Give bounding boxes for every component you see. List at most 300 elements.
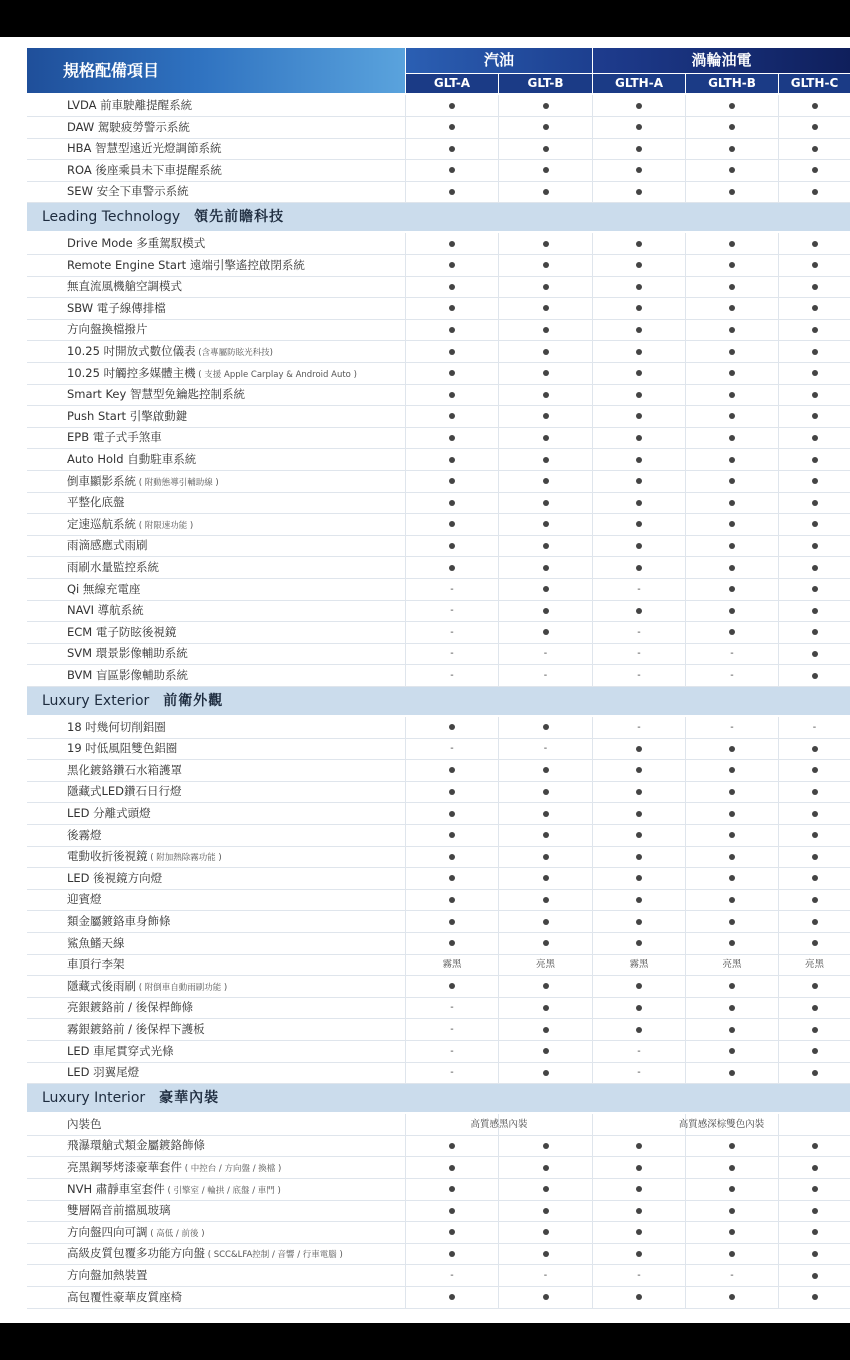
standard-dot-icon [812,521,818,527]
spec-cell-glth-c [779,868,850,889]
standard-dot-icon [729,189,735,195]
standard-dot-icon [729,983,735,989]
standard-dot-icon [636,1229,642,1235]
spec-cell-glt-b [499,298,592,319]
standard-dot-icon [636,543,642,549]
standard-dot-icon [449,500,455,506]
standard-dot-icon [729,435,735,441]
spec-cell-glth-a [593,1243,685,1264]
standard-dot-icon [729,478,735,484]
spec-cell-glt-a [406,384,498,405]
standard-dot-icon [812,370,818,376]
spec-cell-glt-a [406,803,498,824]
standard-dot-icon [636,262,642,268]
table-row [27,514,850,536]
standard-dot-icon [729,349,735,355]
spec-cell-glt-a [406,1179,498,1200]
spec-cell-glth-b: 亮黑 [722,959,742,971]
row-label-text: LED 後視鏡方向燈 [67,870,163,885]
standard-dot-icon [543,1165,549,1171]
standard-dot-icon [729,746,735,752]
table-row [27,276,850,298]
row-label-text: 亮黑鋼琴烤漆豪華套件 [67,1160,182,1174]
standard-dot-icon [449,543,455,549]
spec-cell-glth-a [593,825,685,846]
standard-dot-icon [543,1229,549,1235]
spec-cell-glth-c [779,1062,850,1083]
standard-dot-icon [449,767,455,773]
standard-dot-icon [812,1027,818,1033]
table-row [27,1222,850,1244]
standard-dot-icon [729,262,735,268]
merged-cell: 高質感黑內裝 [470,1118,528,1130]
row-label-text: 類金屬鍍鉻車身飾條 [67,914,171,928]
standard-dot-icon [449,875,455,881]
row-label-text: 高包覆性豪華皮質座椅 [67,1289,182,1304]
standard-dot-icon [543,1027,549,1033]
spec-cell-glth-b [686,1200,778,1221]
spec-cell-glth-c [779,138,850,159]
spec-cell-glth-c [779,976,850,997]
spec-cell-glth-a [593,95,685,116]
spec-cell-glth-a [593,427,685,448]
spec-cell-glth-a [593,933,685,954]
spec-cell-glth-c [779,760,850,781]
standard-dot-icon [729,327,735,333]
spec-cell-glth-b [686,181,778,202]
spec-cell-glt-a [406,255,498,276]
spec-cell-glt-a [406,717,498,738]
row-label [67,738,177,759]
standard-dot-icon [636,284,642,290]
spec-cell-glt-a [406,1157,498,1178]
row-label [67,954,125,975]
spec-cell-glth-b [686,406,778,427]
standard-dot-icon [636,189,642,195]
spec-cell-glth-c [779,1041,850,1062]
spec-cell-glt-b [499,997,592,1018]
spec-cell-glt-a [406,95,498,116]
column-header-glt-a: GLT-A [406,74,498,93]
standard-dot-icon [449,435,455,441]
standard-dot-icon [812,854,818,860]
table-row [27,341,850,363]
standard-dot-icon [729,1251,735,1257]
standard-dot-icon [636,608,642,614]
standard-dot-icon [729,789,735,795]
spec-cell-glt-a: - [450,1045,454,1057]
group-header-turbo-hybrid: 渦輪油電 [593,48,850,73]
spec-cell-glth-a [593,117,685,138]
spec-cell-glth-a [593,889,685,910]
standard-dot-icon [449,241,455,247]
column-header-glt-b: GLT-B [499,74,592,93]
standard-dot-icon [729,124,735,130]
standard-dot-icon [812,1048,818,1054]
spec-cell-glth-a [593,1135,685,1156]
standard-dot-icon [636,1294,642,1300]
spec-cell-glth-b [686,319,778,340]
spec-cell-glth-c: - [812,721,817,733]
spec-cell-glt-b: - [543,648,548,660]
spec-cell-glt-b [499,1041,592,1062]
section-header [27,1084,850,1112]
standard-dot-icon [636,146,642,152]
standard-dot-icon [543,392,549,398]
standard-dot-icon [812,565,818,571]
row-label [67,492,125,513]
row-label [67,117,190,138]
spec-cell-glth-c [779,384,850,405]
spec-cell-glth-a [593,846,685,867]
section-title-zh: 領先前瞻科技 [194,209,285,225]
spec-cell-glt-a [406,449,498,470]
table-row [27,449,850,471]
standard-dot-icon [543,940,549,946]
spec-cell-glth-a [593,276,685,297]
spec-cell-glth-c [779,846,850,867]
spec-cell-glth-c [779,1200,850,1221]
spec-cell-glth-b [686,449,778,470]
standard-dot-icon [449,811,455,817]
table-row [27,622,850,644]
standard-dot-icon [636,1208,642,1214]
spec-cell-glth-b [686,889,778,910]
section-title-zh: 豪華內裝 [159,1089,220,1106]
standard-dot-icon [449,521,455,527]
row-label-note: ( 引擎室 / 輪拱 / 底盤 / 車門 ) [164,1185,281,1196]
standard-dot-icon [812,1273,818,1279]
standard-dot-icon [729,608,735,614]
standard-dot-icon [812,832,818,838]
spec-cell-glth-b [686,363,778,384]
spec-cell-glth-a: - [637,670,641,681]
row-label [67,255,305,276]
standard-dot-icon [729,1005,735,1011]
standard-dot-icon [543,1208,549,1214]
standard-dot-icon [636,478,642,484]
standard-dot-icon [636,919,642,925]
standard-dot-icon [636,1165,642,1171]
spec-cell-glth-a [593,363,685,384]
spec-cell-glth-b [686,514,778,535]
spec-cell-glth-b: - [730,670,734,681]
spec-cell-glth-b [686,117,778,138]
spec-cell-glt-b [499,319,592,340]
spec-cell-glth-c [779,492,850,513]
spec-cell-glt-b [499,868,592,889]
spec-cell-glth-b [686,160,778,181]
spec-cell-glth-b [686,233,778,254]
standard-dot-icon [812,875,818,881]
standard-dot-icon [543,435,549,441]
spec-cell-glt-a [406,781,498,802]
table-row [27,1157,850,1179]
standard-dot-icon [812,1208,818,1214]
row-label [67,825,102,846]
row-label [67,233,205,254]
spec-cell-glth-b [686,492,778,513]
standard-dot-icon [636,854,642,860]
spec-cell-glt-b [499,341,592,362]
standard-dot-icon [812,983,818,989]
standard-dot-icon [543,608,549,614]
spec-cell-glt-a: - [450,583,454,595]
spec-cell-glth-a [593,471,685,492]
spec-cell-glth-b [686,1062,778,1083]
spec-cell-glth-b [686,933,778,954]
spec-cell-glt-b [499,276,592,297]
row-label-text: 定速巡航系統 [67,516,136,531]
standard-dot-icon [543,305,549,311]
row-label [67,1179,281,1200]
spec-cell-glth-a [593,1222,685,1243]
standard-dot-icon [543,124,549,130]
row-label [67,138,222,159]
row-label [67,600,144,621]
row-label-text: 10.25 吋開放式數位儀表 [67,344,196,358]
spec-cell-glt-b [499,976,592,997]
spec-cell-glt-a [406,160,498,181]
standard-dot-icon [812,543,818,549]
standard-dot-icon [812,940,818,946]
standard-dot-icon [449,1251,455,1257]
spec-cell-glth-a [593,803,685,824]
spec-cell-glt-b [499,717,592,738]
spec-cell-glt-a [406,1222,498,1243]
standard-dot-icon [543,1186,549,1192]
spec-cell-glth-c [779,1243,850,1264]
table-row [27,760,850,782]
standard-dot-icon [812,746,818,752]
row-label-text: 雨刷水量監控系統 [67,560,159,574]
standard-dot-icon [449,724,455,730]
spec-cell-glt-b: - [543,1270,548,1281]
table-row [27,911,850,933]
spec-cell-glth-b [686,579,778,600]
spec-cell-glth-c [779,1135,850,1156]
standard-dot-icon [812,167,818,173]
table-row [27,717,850,739]
table-row [27,954,850,976]
row-label-note: ( 高低 / 前後 ) [147,1228,205,1239]
standard-dot-icon [449,1208,455,1214]
spec-cell-glth-a [593,341,685,362]
spec-cell-glth-b [686,1222,778,1243]
standard-dot-icon [449,146,455,152]
standard-dot-icon [812,811,818,817]
row-label [67,384,245,405]
standard-dot-icon [449,1186,455,1192]
spec-cell-glt-a [406,298,498,319]
standard-dot-icon [812,500,818,506]
spec-cell-glt-b [499,427,592,448]
standard-dot-icon [449,167,455,173]
spec-cell-glth-c [779,997,850,1018]
spec-cell-glt-b [499,514,592,535]
row-label-text: Auto Hold 自動駐車系統 [67,452,197,466]
spec-cell-glt-b [499,160,592,181]
standard-dot-icon [812,1005,818,1011]
row-label [67,160,222,181]
spec-cell-glt-a [406,319,498,340]
standard-dot-icon [812,146,818,152]
row-label [67,319,148,340]
spec-cell-glt-b [499,138,592,159]
row-label [67,1265,148,1286]
standard-dot-icon [729,146,735,152]
table-row [27,781,850,803]
spec-cell-glth-c [779,825,850,846]
standard-dot-icon [543,262,549,268]
standard-dot-icon [729,103,735,109]
spec-cell-glth-b [686,471,778,492]
standard-dot-icon [636,565,642,571]
spec-cell-glth-c [779,471,850,492]
standard-dot-icon [636,521,642,527]
row-label [67,933,125,954]
standard-dot-icon [636,349,642,355]
spec-cell-glt-b [499,363,592,384]
spec-cell-glth-b: - [730,721,734,733]
table-row [27,868,850,890]
spec-cell-glt-a [406,233,498,254]
row-label-text: DAW 駕駛疲勞警示系統 [67,119,190,134]
table-row [27,181,850,203]
row-label [67,1114,102,1135]
standard-dot-icon [812,241,818,247]
row-label-text: Qi 無線充電座 [67,581,141,596]
row-label-text: 方向盤四向可調 [67,1224,148,1239]
section-title-en: Leading Technology [42,209,181,225]
standard-dot-icon [636,1251,642,1257]
standard-dot-icon [729,1165,735,1171]
spec-cell-glth-a [593,138,685,159]
standard-dot-icon [729,370,735,376]
spec-cell-glt-b: - [543,743,548,755]
standard-dot-icon [812,124,818,130]
spec-cell-glt-b [499,889,592,910]
standard-dot-icon [636,500,642,506]
spec-cell-glt-b [499,492,592,513]
spec-cell-glt-b [499,600,592,621]
standard-dot-icon [449,478,455,484]
spec-cell-glth-c [779,1222,850,1243]
spec-cell-glth-a [593,514,685,535]
spec-cell-glth-c [779,319,850,340]
spec-cell-glt-b [499,255,592,276]
standard-dot-icon [812,673,818,679]
standard-dot-icon [729,811,735,817]
spec-cell-glth-a [593,976,685,997]
spec-cell-glth-b [686,1243,778,1264]
row-label-text: 18 吋幾何切削鋁圈 [67,719,166,734]
spec-cell-glth-a: - [637,648,641,660]
standard-dot-icon [543,1005,549,1011]
standard-dot-icon [729,543,735,549]
standard-dot-icon [543,349,549,355]
row-label [67,997,193,1018]
standard-dot-icon [543,983,549,989]
standard-dot-icon [449,1165,455,1171]
spec-cell-glth-b [686,427,778,448]
row-label-note: ( 附加熱除霧功能 ) [147,853,222,864]
row-label-text: ROA 後座乘員未下車提醒系統 [67,162,222,177]
standard-dot-icon [636,124,642,130]
spec-cell-glt-a [406,868,498,889]
spec-cell-glth-a [593,781,685,802]
spec-cell-glth-c [779,341,850,362]
row-label-note: ( 附倒車自動雨刷功能 ) [136,982,228,993]
spec-cell-glth-a [593,160,685,181]
column-header-glth-c: GLTH-C [779,74,850,93]
table-row [27,665,850,687]
table-row [27,1041,850,1063]
spec-cell-glth-a [593,535,685,556]
standard-dot-icon [543,103,549,109]
spec-cell-glth-c [779,665,850,686]
row-label [67,1135,205,1156]
spec-cell-glt-b [499,933,592,954]
spec-cell-glth-c [779,557,850,578]
spec-cell-glt-a: - [450,605,454,617]
standard-dot-icon [729,565,735,571]
standard-dot-icon [449,103,455,109]
standard-dot-icon [729,521,735,527]
spec-cell-glth-b [686,1135,778,1156]
standard-dot-icon [729,305,735,311]
standard-dot-icon [729,629,735,635]
spec-cell-glt-b [499,535,592,556]
table-row [27,1243,850,1265]
spec-cell-glt-a [406,471,498,492]
spec-cell-glth-a [593,738,685,759]
row-label-text: 隱藏式LED鑽石日行燈 [67,784,182,799]
standard-dot-icon [543,854,549,860]
standard-dot-icon [636,1027,642,1033]
spec-cell-glt-b [499,1135,592,1156]
merged-cell: 高質感深棕雙色內裝 [678,1118,765,1130]
table-row [27,363,850,385]
standard-dot-icon [636,875,642,881]
standard-dot-icon [729,1208,735,1214]
standard-dot-icon [449,832,455,838]
row-label-text: 黑化鍍鉻鑽石水箱護罩 [67,762,182,777]
row-label-note: ( 附動態導引輔助線 ) [136,477,219,488]
row-label-text: LED 車尾貫穿式光條 [67,1043,174,1058]
standard-dot-icon [812,1070,818,1076]
spec-cell-glth-b [686,976,778,997]
spec-cell-glth-b [686,255,778,276]
spec-cell-glth-c [779,1265,850,1286]
standard-dot-icon [449,1229,455,1235]
standard-dot-icon [636,241,642,247]
spec-cell-glth-b [686,760,778,781]
standard-dot-icon [543,327,549,333]
standard-dot-icon [449,565,455,571]
spec-cell-glth-c: 亮黑 [804,959,824,971]
spec-cell-glt-a [406,933,498,954]
row-label [67,781,182,802]
standard-dot-icon [729,586,735,592]
spec-cell-glt-a: - [450,1002,454,1014]
standard-dot-icon [729,241,735,247]
standard-dot-icon [729,1143,735,1149]
spec-cell-glt-a [406,1243,498,1264]
standard-dot-icon [543,1070,549,1076]
row-label-text: 雙層隔音前擋風玻璃 [67,1203,171,1218]
spec-cell-glt-a [406,1135,498,1156]
